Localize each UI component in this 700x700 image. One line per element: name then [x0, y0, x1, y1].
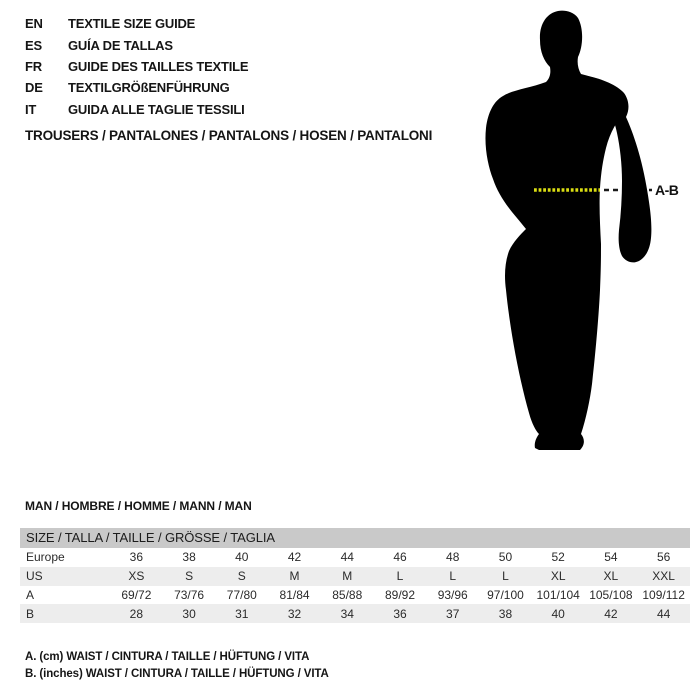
table-cell: 36 [129, 550, 144, 565]
table-cell: L [502, 569, 509, 584]
table-cell: 44 [656, 606, 671, 621]
table-cell: 97/100 [487, 587, 524, 602]
table-cell: S [237, 569, 246, 584]
table-cell: 40 [551, 606, 565, 621]
table-cell: 38 [182, 550, 196, 565]
table-cell: 85/88 [332, 587, 363, 602]
measurement-figure [450, 0, 700, 470]
language-title: GUIDA ALLE TAGLIE TESSILI [68, 101, 245, 117]
table-cell: 54 [604, 550, 618, 565]
table-cell: 93/96 [437, 587, 468, 602]
row-label: US [26, 569, 43, 584]
table-cell: 77/80 [226, 587, 257, 602]
language-code: DE [25, 80, 43, 96]
row-label: A [26, 587, 35, 602]
language-row [25, 56, 248, 77]
table-cell: 69/72 [121, 587, 152, 602]
table-cell: L [396, 569, 404, 584]
table-cell: 109/112 [642, 587, 685, 602]
table-cell: 31 [235, 606, 249, 621]
table-cell: 52 [551, 550, 565, 565]
footnote-b: B. (inches) WAIST / CINTURA / TAILLE / HÜFTUNG / VITA [25, 668, 329, 681]
table-cell: 101/104 [536, 587, 580, 602]
language-row [25, 99, 248, 120]
table-cell: L [449, 569, 457, 584]
language-list [25, 13, 248, 120]
size-table [20, 528, 690, 623]
table-cell: M [289, 569, 300, 584]
table-cell: 32 [287, 606, 302, 621]
table-cell: 46 [393, 550, 407, 565]
table-cell: M [342, 569, 353, 584]
table-cell: 105/108 [589, 587, 633, 602]
language-row [25, 13, 248, 34]
table-cell: 30 [182, 606, 196, 621]
table-cell: 37 [446, 606, 460, 621]
table-row-us [20, 567, 690, 586]
language-row [25, 77, 248, 98]
language-code: IT [25, 101, 37, 117]
product-category-title: TROUSERS / PANTALONES / PANTALONS / HOSEN / PANTALONI [25, 128, 433, 143]
waist-measure-label: A-B [655, 182, 679, 198]
man-silhouette-svg [450, 0, 700, 470]
language-title: TEXTILGRÖßENFÜHRUNG [68, 80, 230, 96]
size-table-header: SIZE / TALLA / TAILLE / GRÖSSE / TAGLIA [20, 528, 690, 548]
language-code: ES [25, 37, 42, 53]
table-cell: 42 [604, 606, 618, 621]
table-cell: 81/84 [279, 587, 310, 602]
table-cell: XS [128, 569, 145, 584]
table-cell: 73/76 [174, 587, 205, 602]
gender-section-title: MAN / HOMBRE / HOMME / MANN / MAN [25, 499, 252, 513]
table-cell: 56 [656, 550, 671, 565]
man-silhouette [485, 11, 624, 450]
language-code: EN [25, 16, 43, 32]
table-cell: 42 [287, 550, 302, 565]
table-cell: 44 [340, 550, 354, 565]
table-cell: 34 [340, 606, 354, 621]
table-cell: 38 [498, 606, 513, 621]
row-label: Europe [26, 550, 65, 565]
table-cell: S [185, 569, 194, 584]
table-cell: XL [550, 569, 566, 584]
table-row-b-inches [20, 604, 690, 623]
table-row-a-cm [20, 586, 690, 605]
footnote-a: A. (cm) WAIST / CINTURA / TAILLE / HÜFTUNG / VITA [25, 651, 310, 663]
table-cell: 36 [393, 606, 407, 621]
table-cell: 40 [235, 550, 249, 565]
table-cell: XXL [652, 569, 675, 584]
table-cell: 28 [129, 606, 144, 621]
footnotes [25, 649, 329, 684]
language-code: FR [25, 58, 42, 74]
row-label: B [26, 606, 35, 621]
language-title: TEXTILE SIZE GUIDE [68, 16, 196, 32]
language-row [25, 34, 248, 55]
table-cell: 50 [498, 550, 513, 565]
language-title: GUÍA DE TALLAS [68, 37, 173, 53]
table-cell: 48 [446, 550, 460, 565]
table-cell: XL [603, 569, 619, 584]
table-row-europe [20, 548, 690, 567]
table-cell: 89/92 [384, 587, 415, 602]
language-title: GUIDE DES TAILLES TEXTILE [68, 58, 249, 74]
